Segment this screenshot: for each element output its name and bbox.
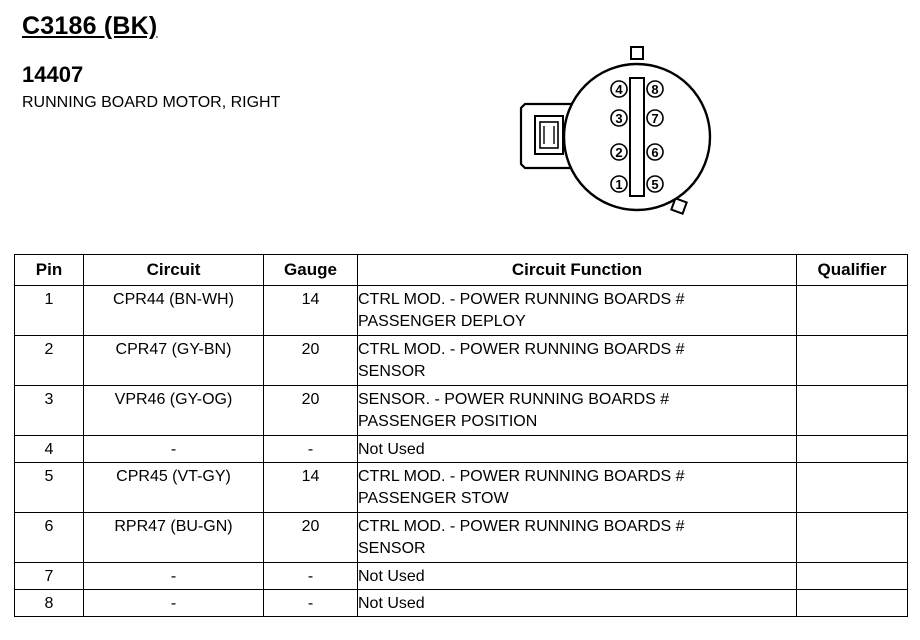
pin-cavity-1 — [611, 176, 627, 192]
table-row — [15, 590, 908, 617]
cell-gauge: - — [264, 436, 358, 463]
header-pin: Pin — [15, 255, 84, 286]
cell-pin: 1 — [15, 286, 84, 336]
pin-cavity-3 — [611, 110, 627, 126]
cell-qualifier — [797, 386, 908, 436]
cell-qualifier — [797, 436, 908, 463]
cell-circuit: VPR46 (GY-OG) — [84, 386, 264, 436]
cell-pin: 6 — [15, 513, 84, 563]
table-header-row — [15, 255, 908, 286]
pin-label-5: 5 — [651, 177, 659, 192]
function-line: Not Used — [358, 441, 425, 458]
center-slot — [630, 78, 644, 196]
cell-circuit: CPR45 (VT-GY) — [84, 463, 264, 513]
cell-pin: 2 — [15, 336, 84, 386]
function-line: PASSENGER STOW — [358, 490, 509, 507]
function-line: PASSENGER POSITION — [358, 413, 538, 430]
cell-gauge: 20 — [264, 513, 358, 563]
header-circuit-function: Circuit Function — [358, 255, 797, 286]
cell-function — [358, 463, 797, 513]
cell-function — [358, 286, 797, 336]
cell-function — [358, 386, 797, 436]
pin-cavity-4 — [611, 81, 627, 97]
cell-function — [358, 590, 797, 617]
table-row — [15, 463, 908, 513]
header-qualifier: Qualifier — [797, 255, 908, 286]
table-row — [15, 436, 908, 463]
cell-gauge: 14 — [264, 286, 358, 336]
connector-id-title: C3186 (BK) — [22, 12, 158, 40]
function-line: CTRL MOD. - POWER RUNNING BOARDS # — [358, 518, 685, 535]
component-description: RUNNING BOARD MOTOR, RIGHT — [22, 94, 281, 111]
function-line: CTRL MOD. - POWER RUNNING BOARDS # — [358, 468, 685, 485]
function-line: Not Used — [358, 568, 425, 585]
cell-circuit: CPR47 (GY-BN) — [84, 336, 264, 386]
cell-gauge: - — [264, 563, 358, 590]
function-line: Not Used — [358, 595, 425, 612]
pin-cavity-5 — [647, 176, 663, 192]
cell-gauge: 20 — [264, 386, 358, 436]
table-row — [15, 336, 908, 386]
cell-gauge: 20 — [264, 336, 358, 386]
cell-function — [358, 336, 797, 386]
pin-label-6: 6 — [651, 145, 659, 160]
table-row — [15, 563, 908, 590]
pin-label-7: 7 — [651, 111, 659, 126]
top-locating-tab — [631, 47, 643, 59]
table-row — [15, 286, 908, 336]
cell-pin: 8 — [15, 590, 84, 617]
pin-cavity-7 — [647, 110, 663, 126]
cell-pin: 4 — [15, 436, 84, 463]
pin-label-3: 3 — [615, 111, 623, 126]
cell-function — [358, 436, 797, 463]
pin-cavity-6 — [647, 144, 663, 160]
cell-qualifier — [797, 513, 908, 563]
cell-qualifier — [797, 463, 908, 513]
cell-circuit: - — [84, 590, 264, 617]
table-row — [15, 386, 908, 436]
cell-circuit: - — [84, 436, 264, 463]
cell-circuit: RPR47 (BU-GN) — [84, 513, 264, 563]
function-line: SENSOR. - POWER RUNNING BOARDS # — [358, 391, 670, 408]
table-row — [15, 513, 908, 563]
header-gauge: Gauge — [264, 255, 358, 286]
cell-circuit: - — [84, 563, 264, 590]
pin-cavity-2 — [611, 144, 627, 160]
pin-label-1: 1 — [615, 177, 623, 192]
header-circuit: Circuit — [84, 255, 264, 286]
cell-pin: 7 — [15, 563, 84, 590]
function-line: CTRL MOD. - POWER RUNNING BOARDS # — [358, 291, 685, 308]
part-number: 14407 — [22, 62, 84, 87]
cell-qualifier — [797, 590, 908, 617]
cell-pin: 5 — [15, 463, 84, 513]
function-line: SENSOR — [358, 363, 426, 380]
cell-function — [358, 563, 797, 590]
function-line: CTRL MOD. - POWER RUNNING BOARDS # — [358, 341, 685, 358]
function-line: SENSOR — [358, 540, 426, 557]
cell-qualifier — [797, 336, 908, 386]
cell-pin: 3 — [15, 386, 84, 436]
pin-label-4: 4 — [615, 82, 623, 97]
pin-label-8: 8 — [651, 82, 659, 97]
cell-gauge: - — [264, 590, 358, 617]
connector-face-diagram — [515, 42, 720, 222]
pin-label-2: 2 — [615, 145, 623, 160]
cell-qualifier — [797, 286, 908, 336]
cell-circuit: CPR44 (BN-WH) — [84, 286, 264, 336]
pin-cavity-8 — [647, 81, 663, 97]
cell-function — [358, 513, 797, 563]
function-line: PASSENGER DEPLOY — [358, 313, 526, 330]
cell-qualifier — [797, 563, 908, 590]
pin-table — [14, 254, 908, 617]
cell-gauge: 14 — [264, 463, 358, 513]
